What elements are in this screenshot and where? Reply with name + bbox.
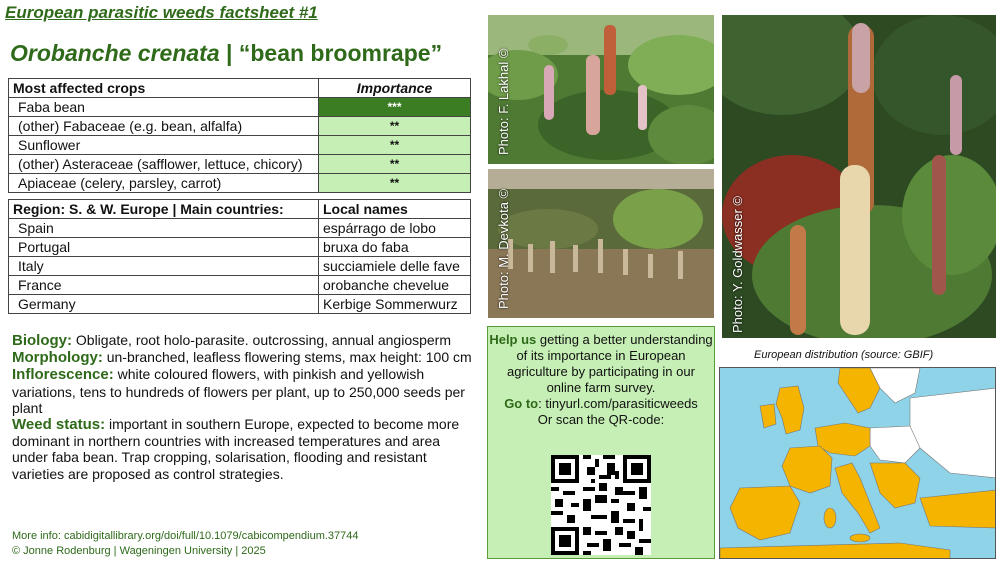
crop-name: Sunflower <box>9 136 319 155</box>
biology-text: Obligate, root holo-parasite. outcrossing, annual angiosperm <box>72 332 451 348</box>
inflorescence-label: Inflorescence: <box>12 366 114 384</box>
more-info-link[interactable]: More info: cabidigitallibrary.org/doi/full/10.1079/cabicompendium.37744 <box>12 530 359 542</box>
local-name: bruxa do faba <box>319 238 471 257</box>
photo-infested-field <box>488 169 714 318</box>
country-name: Germany <box>9 295 319 314</box>
crop-name: Faba bean <box>9 98 319 117</box>
local-name: succiamiele delle fave <box>319 257 471 276</box>
crop-importance: ** <box>319 117 471 136</box>
survey-help-text <box>488 332 714 396</box>
crop-name: (other) Asteraceae (safflower, lettuce, chicory) <box>9 155 319 174</box>
inflorescence-text: white coloured flowers, with pinkish and yellowish variations, tens to hundreds of flowers per plant, up to 250,000 seeds per plant <box>12 366 465 416</box>
crops-table <box>8 78 471 193</box>
description-block <box>12 332 474 482</box>
survey-box <box>487 326 715 559</box>
crop-name: (other) Fabaceae (e.g. bean, alfalfa) <box>9 117 319 136</box>
qr-code-icon <box>551 455 651 555</box>
photo-faba-field <box>488 15 714 164</box>
local-name: orobanche chevelue <box>319 276 471 295</box>
weed-status-paragraph <box>12 416 474 482</box>
survey-url[interactable]: : tinyurl.com/parasiticweeds <box>538 396 698 411</box>
photo-flower-spikes-image <box>722 15 996 338</box>
table-row <box>9 238 471 257</box>
table-row <box>9 276 471 295</box>
species-separator: | <box>219 40 239 66</box>
table-header-row <box>9 200 471 219</box>
scan-qr-text: Or scan the QR-code: <box>537 412 665 427</box>
crop-importance: ** <box>319 155 471 174</box>
table-row <box>9 98 471 117</box>
country-name: Italy <box>9 257 319 276</box>
table-row <box>9 257 471 276</box>
local-name: Kerbige Sommerwurz <box>319 295 471 314</box>
photo-flower-spikes <box>722 15 996 338</box>
country-name: Spain <box>9 219 319 238</box>
country-name: France <box>9 276 319 295</box>
help-us-text: getting a better understanding of its importance in European agriculture by participating in our online farm survey. <box>507 332 713 395</box>
table-row <box>9 136 471 155</box>
europe-map-image <box>720 368 996 559</box>
local-names-header: Local names <box>319 200 471 219</box>
go-to-label: Go to <box>504 396 539 411</box>
species-latin-name: Orobanche crenata <box>10 40 220 66</box>
biology-label: Biology: <box>12 332 72 349</box>
weed-status-label: Weed status: <box>12 416 106 434</box>
crop-importance: ** <box>319 136 471 155</box>
photo-credit-lakhal: Photo: F. Lakhal © <box>496 48 511 155</box>
weed-status-text: important in southern Europe, expected to become more dominant in northern countries with increased temperatures and area under faba bean. Trap cropping, solarisation, flooding and resistant varieties are proposed as control strategies. <box>12 416 460 482</box>
species-common-name: “bean broomrape” <box>238 40 443 66</box>
help-us-label: Help us <box>489 332 537 347</box>
photo-faba-field-image <box>488 15 714 164</box>
table-row <box>9 174 471 193</box>
photo-infested-field-image <box>488 169 714 318</box>
inflorescence-paragraph <box>12 366 474 416</box>
importance-header: Importance <box>319 79 471 98</box>
copyright: © Jonne Rodenburg | Wageningen University | 2025 <box>12 545 266 557</box>
table-row <box>9 295 471 314</box>
factsheet-series-title: European parasitic weeds factsheet #1 <box>5 3 318 22</box>
morphology-label: Morphology: <box>12 349 103 367</box>
crop-importance: ** <box>319 174 471 193</box>
morphology-text: un-branched, leafless flowering stems, max height: 100 cm <box>102 349 472 366</box>
qr-code[interactable] <box>551 455 651 555</box>
table-row <box>9 155 471 174</box>
species-title <box>10 40 442 67</box>
photo-credit-devkota: Photo: M. Devkota © <box>496 188 511 309</box>
countries-table <box>8 199 471 314</box>
table-header-row <box>9 79 471 98</box>
survey-goto <box>488 396 714 412</box>
crop-name: Apiaceae (celery, parsley, carrot) <box>9 174 319 193</box>
distribution-map <box>719 367 996 559</box>
table-row <box>9 117 471 136</box>
morphology-paragraph <box>12 349 474 366</box>
table-row <box>9 219 471 238</box>
footer <box>12 529 359 559</box>
photo-credit-goldwasser: Photo: Y. Goldwasser © <box>730 195 745 333</box>
region-header: Region: S. & W. Europe | Main countries: <box>9 200 319 219</box>
country-name: Portugal <box>9 238 319 257</box>
biology-paragraph <box>12 332 474 349</box>
map-caption: European distribution (source: GBIF) <box>754 349 934 361</box>
crop-importance: *** <box>319 98 471 117</box>
local-name: espárrago de lobo <box>319 219 471 238</box>
crops-header: Most affected crops <box>9 79 319 98</box>
